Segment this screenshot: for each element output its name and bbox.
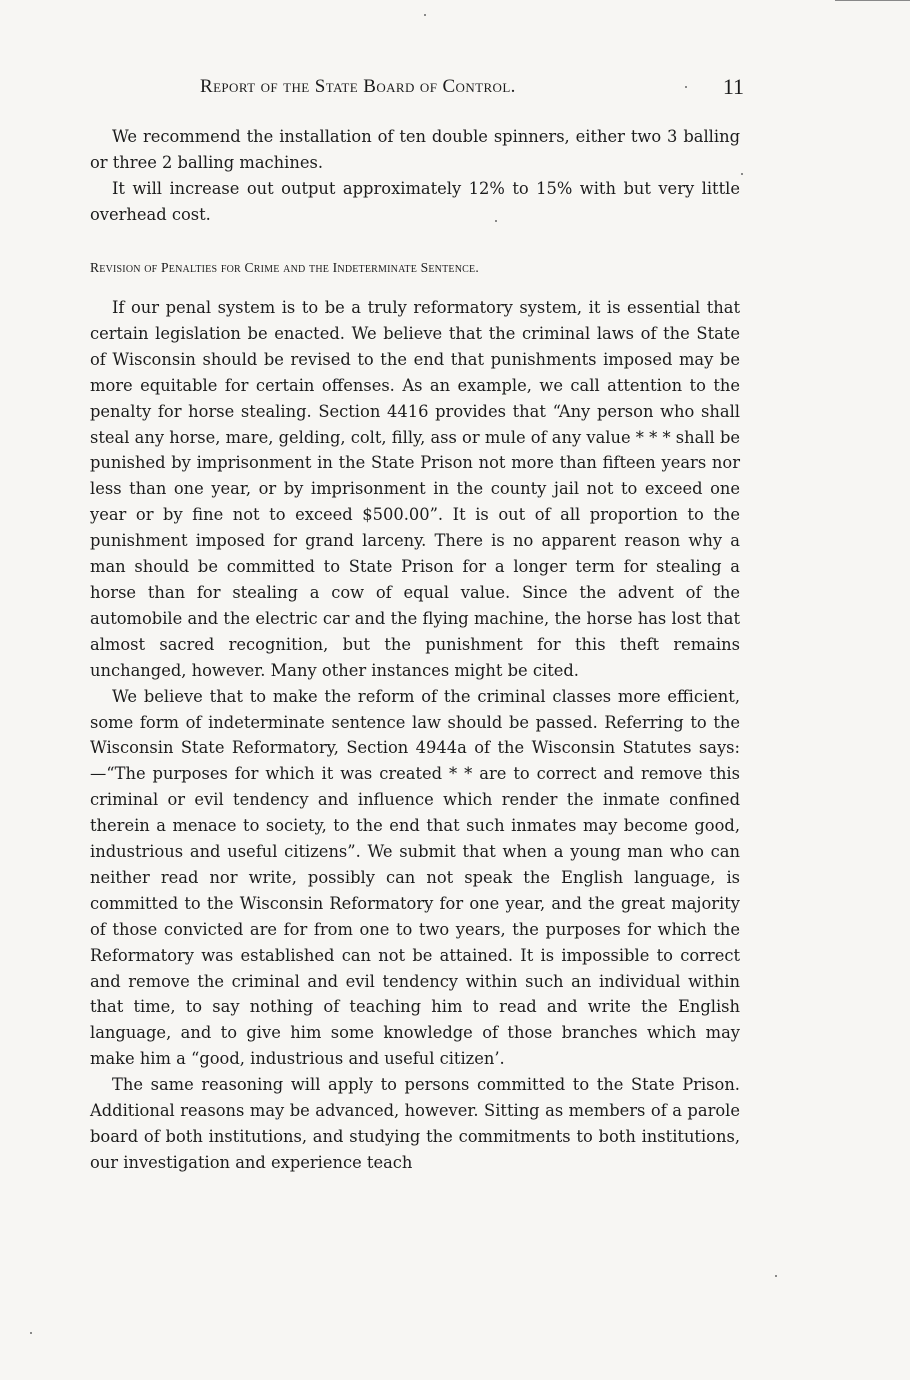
section-heading: Revision of Penalties for Crime and the Indeterminate Sentence. bbox=[90, 260, 479, 275]
scan-speck bbox=[424, 14, 426, 16]
paragraph: It will increase out output approximately 12% to 15% with but very little overhead cost. bbox=[90, 178, 740, 224]
scan-speck bbox=[495, 220, 497, 222]
scan-speck bbox=[741, 173, 743, 175]
scan-edge-line bbox=[835, 0, 910, 1]
scan-speck bbox=[775, 1275, 777, 1277]
page-header bbox=[200, 76, 748, 102]
paragraph: We recommend the installation of ten double spinners, either two 3 balling or three 2 balling machines. bbox=[90, 127, 740, 172]
running-title: Report of the State Board of Control. bbox=[200, 76, 516, 97]
scan-speck bbox=[30, 1332, 32, 1334]
page-number: 11 bbox=[722, 74, 744, 99]
main-paragraphs bbox=[90, 295, 740, 1176]
intro-paragraphs bbox=[90, 124, 740, 228]
paragraph: We believe that to make the reform of the criminal classes more efficient, some form of indeterminate sentence law should be passed. Referring to the Wisconsin State Reformatory, Section 4944a of the Wisconsin Statutes says:—“The purposes for which it was created * * are to correct and remove this criminal or evil tendency and influence which render the inmate confined therein a menace to society, to the end that such inmates may become good, industrious and useful citizens”. We submit that when a young man who can neither read nor write, possibly can not speak the English language, is committed to the Wisconsin Reformatory for one year, and the great majority of those convicted are for from one to two years, the purposes for which the Reformatory was established can not be attained. It is impossible to correct and remove the criminal and evil tendency within such an individual within that time, to say nothing of teaching him to read and write the English language, and to give him some knowledge of those branches which may make him a “good, industrious and useful citizen’. bbox=[90, 686, 740, 1069]
scan-speck bbox=[685, 86, 687, 88]
paragraph: The same reasoning will apply to persons committed to the State Prison. Additional reasons may be advanced, however. Sitting as members of a parole board of both institutions, and studying the commitments to both institutions, our investigation and experience teach bbox=[90, 1075, 740, 1172]
paragraph: If our penal system is to be a truly reformatory system, it is essential that certain legislation be enacted. We believe that the criminal laws of the State of Wisconsin should be revised to the end that punishments imposed may be more equitable for certain offenses. As an example, we call attention to the penalty for horse stealing. Section 4416 provides that “Any person who shall steal any horse, mare, gelding, colt, filly, ass or mule of any value * * * shall be punished by imprisonment in the State Prison not more than fifteen years nor less than one year, or by imprisonment in the county jail not to exceed one year or by fine not to exceed $500.00”. It is out of all proportion to the punishment imposed for grand larceny. There is no apparent reason why a man should be committed to State Prison for a longer term for stealing a horse than for stealing a cow of equal value. Since the advent of the automobile and the electric car and the flying machine, the horse has lost that almost sacred recognition, but the punishment for this theft remains unchanged, however. Many other instances might be cited. bbox=[90, 298, 740, 680]
